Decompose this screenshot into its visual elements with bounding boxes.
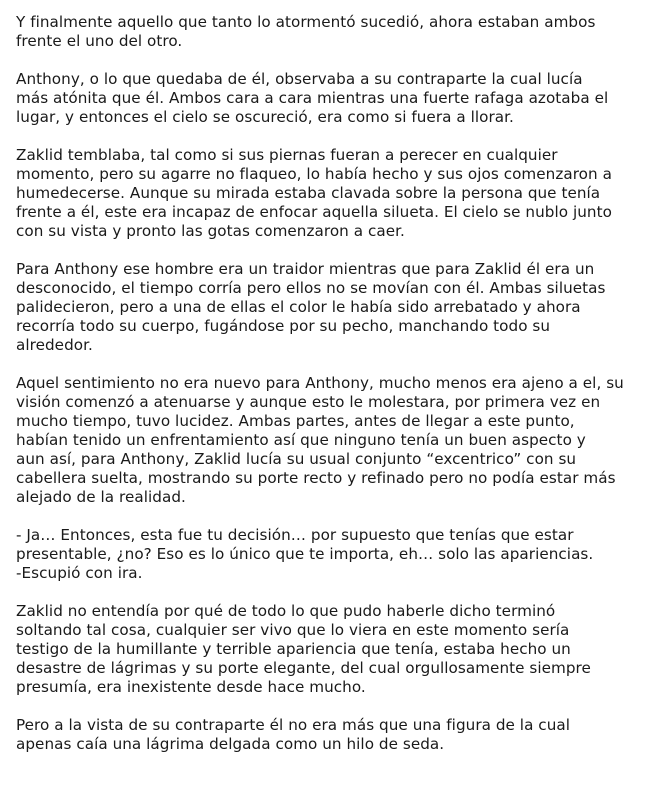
text-line: con su vista y pronto las gotas comenzaron a caer.: [16, 222, 405, 240]
paragraph: [16, 70, 635, 127]
text-line: apenas caía una lágrima delgada como un hilo de seda.: [16, 735, 445, 753]
text-line: frente a él, este era incapaz de enfocar aquella silueta. El cielo se nublo junto: [16, 203, 612, 221]
text-line: Zaklid no entendía por qué de todo lo que pudo haberle dicho terminó: [16, 602, 556, 620]
text-line: presentable, ¿no? Eso es lo único que te importa, eh… solo las apariencias.: [16, 545, 594, 563]
text-line: presumía, era inexistente desde hace mucho.: [16, 678, 366, 696]
text-line: desastre de lágrimas y su porte elegante, del cual orgullosamente siempre: [16, 659, 591, 677]
text-line: - Ja… Entonces, esta fue tu decisión… por supuesto que tenías que estar: [16, 526, 574, 544]
text-line: habían tenido un enfrentamiento así que ninguno tenía un buen aspecto y: [16, 431, 586, 449]
text-line: más atónita que él. Ambos cara a cara mientras una fuerte rafaga azotaba el: [16, 89, 609, 107]
text-line: mucho tiempo, tuvo lucidez. Ambas partes, antes de llegar a este punto,: [16, 412, 575, 430]
text-line: Para Anthony ese hombre era un traidor mientras que para Zaklid él era un: [16, 260, 595, 278]
text-line: Aquel sentimiento no era nuevo para Anthony, mucho menos era ajeno a el, su: [16, 374, 624, 392]
text-line: visión comenzó a atenuarse y aunque esto le molestara, por primera vez en: [16, 393, 601, 411]
text-line: lugar, y entonces el cielo se oscureció, era como si fuera a llorar.: [16, 108, 514, 126]
text-line: momento, pero su agarre no flaqueo, lo había hecho y sus ojos comenzaron a: [16, 165, 612, 183]
text-line: recorría todo su cuerpo, fugándose por su pecho, manchando todo su: [16, 317, 551, 335]
text-line: cabellera suelta, mostrando su porte recto y refinado pero no podía estar más: [16, 469, 616, 487]
paragraph: [16, 526, 635, 583]
paragraph: [16, 260, 635, 355]
text-line: desconocido, el tiempo corría pero ellos no se movían con él. Ambas siluetas: [16, 279, 606, 297]
text-line: alrededor.: [16, 336, 93, 354]
paragraph: [16, 374, 635, 507]
text-line: Zaklid temblaba, tal como si sus piernas fueran a perecer en cualquier: [16, 146, 558, 164]
text-line: soltando tal cosa, cualquier ser vivo que lo viera en este momento sería: [16, 621, 570, 639]
text-line: frente el uno del otro.: [16, 32, 183, 50]
paragraph: [16, 716, 635, 754]
text-line: alejado de la realidad.: [16, 488, 186, 506]
text-line: Anthony, o lo que quedaba de él, observaba a su contraparte la cual lucía: [16, 70, 583, 88]
paragraph: [16, 146, 635, 241]
text-line: palidecieron, pero a una de ellas el color le había sido arrebatado y ahora: [16, 298, 581, 316]
text-line: humedecerse. Aunque su mirada estaba clavada sobre la persona que tenía: [16, 184, 601, 202]
paragraph: [16, 13, 635, 51]
text-line: aun así, para Anthony, Zaklid lucía su usual conjunto “excentrico” con su: [16, 450, 577, 468]
text-line: -Escupió con ira.: [16, 564, 143, 582]
paragraph: [16, 602, 635, 697]
text-line: Y finalmente aquello que tanto lo atormentó sucedió, ahora estaban ambos: [16, 13, 596, 31]
text-line: Pero a la vista de su contraparte él no era más que una figura de la cual: [16, 716, 571, 734]
text-line: testigo de la humillante y terrible apariencia que tenía, estaba hecho un: [16, 640, 571, 658]
